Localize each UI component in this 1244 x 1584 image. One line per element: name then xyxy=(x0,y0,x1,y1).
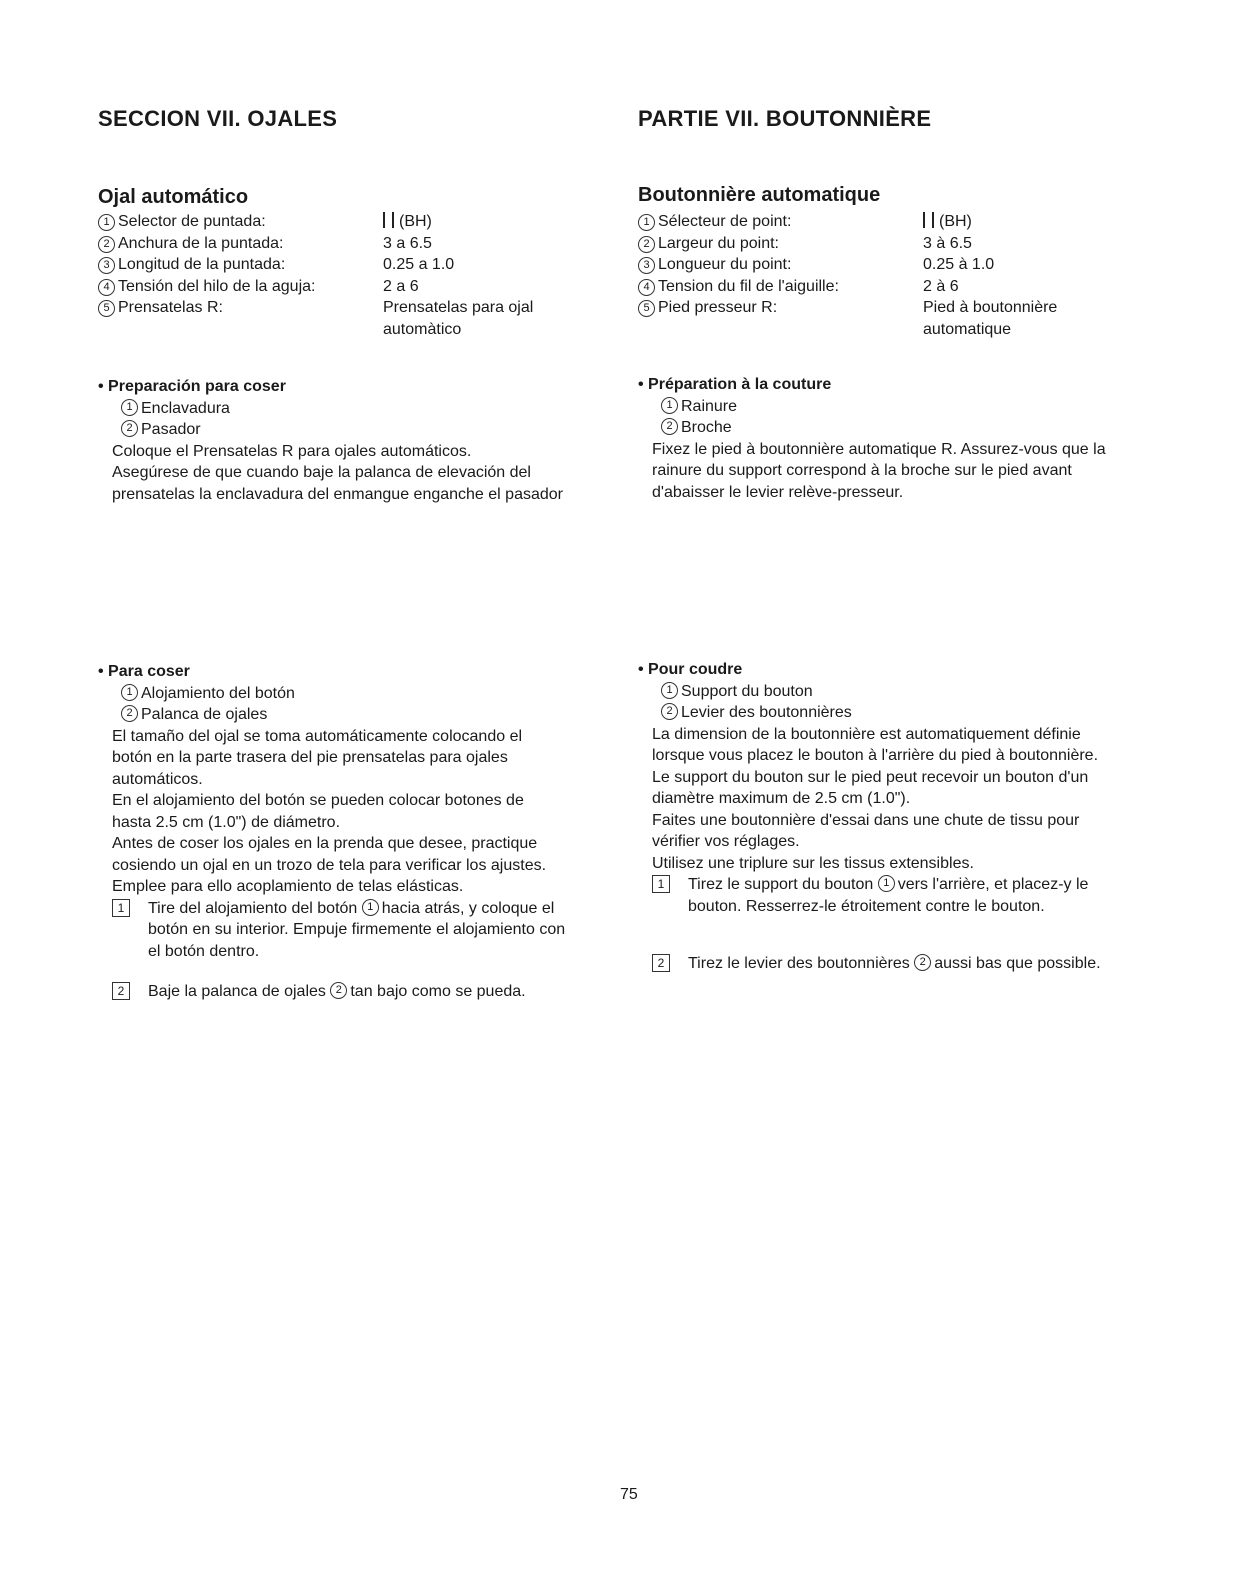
prep-section-fr: • Préparation à la couture 1 Rainure 2 Broche Fixez le pied à boutonnière automatique R. Assurez-vous que la rainure du support correspond à la broche sur le pied avant d'abaisser le levier relève-presseur. xyxy=(638,374,1198,503)
sew-item: Alojamiento del botón xyxy=(141,684,295,702)
circled-number-2: 2 xyxy=(661,418,678,435)
step-text: Baje la palanca de ojales xyxy=(148,983,326,1000)
text-line: Emplee para ello acoplamiento de telas elásticas. xyxy=(112,878,464,895)
section-title-fr: PARTIE VII. BOUTONNIÈRE xyxy=(638,106,932,131)
circled-number-1: 1 xyxy=(661,397,678,414)
setting-value: Pied à boutonnière xyxy=(923,299,1058,316)
text-line: cosiendo un ojal en un trozo de tela para verificar los ajustes. xyxy=(112,856,547,874)
setting-label: Prensatelas R: xyxy=(118,299,223,316)
circled-number-1: 1 xyxy=(638,214,655,231)
text-line: Antes de coser los ojales en la prenda que desee, practique xyxy=(112,835,538,852)
prep-item: Rainure xyxy=(681,397,738,415)
setting-row xyxy=(638,254,1057,276)
text-line: Faites une boutonnière d'essai dans une chute de tissu pour xyxy=(652,811,1080,829)
step-2-es xyxy=(112,981,628,1003)
page-number: 75 xyxy=(620,1486,638,1503)
setting-label: Anchura de la puntada: xyxy=(118,234,284,252)
text-line: hasta 2.5 cm (1.0") de diámetro. xyxy=(112,813,341,831)
circled-number-3: 3 xyxy=(638,257,655,274)
circled-number-1: 1 xyxy=(661,682,678,699)
sew-heading: Pour coudre xyxy=(648,661,743,678)
text-line: automáticos. xyxy=(112,770,203,788)
settings-list-fr xyxy=(638,211,1057,340)
setting-label: Longueur du point: xyxy=(658,256,792,273)
setting-value-cont: automàtico xyxy=(383,320,462,338)
circled-number-5: 5 xyxy=(98,300,115,317)
setting-label: Sélecteur de point: xyxy=(658,213,792,230)
setting-row xyxy=(638,276,1057,298)
text-line: En el alojamiento del botón se pueden colocar botones de xyxy=(112,792,524,809)
text-line: Fixez le pied à boutonnière automatique R. Assurez-vous que la xyxy=(652,440,1106,458)
setting-value: 0.25 a 1.0 xyxy=(383,256,455,273)
step-text: Tire del alojamiento del botón xyxy=(148,899,358,917)
setting-label: Largeur du point: xyxy=(658,234,779,252)
text-line: lorsque vous placez le bouton à l'arrière du pied à boutonnière. xyxy=(652,747,1099,764)
circled-number-1: 1 xyxy=(362,899,379,916)
setting-row xyxy=(638,233,1057,255)
setting-value: (BH) xyxy=(399,213,432,230)
setting-label: Tension du fil de l'aiguille: xyxy=(658,277,839,295)
setting-label: Selector de puntada: xyxy=(118,213,266,230)
setting-label: Pied presseur R: xyxy=(658,299,778,316)
step-text: botón en su interior. Empuje firmemente el alojamiento con xyxy=(148,921,566,938)
step-1-es xyxy=(112,898,628,963)
buttonhole-stitch-icon xyxy=(383,212,394,228)
subtitle-es: Ojal automático xyxy=(98,186,249,208)
buttonhole-stitch-icon xyxy=(923,212,934,228)
sew-item: Support du bouton xyxy=(681,682,813,700)
step-text: bouton. Resserrez-le étroitement contre le bouton. xyxy=(688,897,1045,915)
step-text: hacia atrás, y coloque el xyxy=(381,899,555,917)
text-line: botón en la parte trasera del pie prensatelas para ojales xyxy=(112,749,508,766)
step-text: Tirez le support du bouton xyxy=(688,876,874,893)
circled-number-2: 2 xyxy=(121,705,138,722)
prep-heading: Préparation à la couture xyxy=(648,376,832,393)
setting-row xyxy=(98,297,533,340)
setting-row xyxy=(638,211,1057,233)
step-1-fr xyxy=(652,874,1198,917)
setting-value: Prensatelas para ojal xyxy=(383,299,534,316)
circled-number-1: 1 xyxy=(98,214,115,231)
settings-list-es xyxy=(98,211,533,340)
circled-number-2: 2 xyxy=(330,982,347,999)
circled-number-3: 3 xyxy=(98,257,115,274)
circled-number-2: 2 xyxy=(638,236,655,253)
step-2-fr xyxy=(652,953,1198,975)
setting-row xyxy=(98,211,533,233)
circled-number-2: 2 xyxy=(98,236,115,253)
setting-value: 3 a 6.5 xyxy=(383,234,432,252)
prep-item: Pasador xyxy=(141,421,201,438)
step-text: aussi bas que possible. xyxy=(934,955,1101,972)
circled-number-1: 1 xyxy=(878,875,895,892)
prep-item: Broche xyxy=(681,419,732,436)
sew-item: Levier des boutonnières xyxy=(681,704,852,721)
step-number-box: 1 xyxy=(112,899,130,917)
setting-value: 0.25 à 1.0 xyxy=(923,256,995,273)
step-text: vers l'arrière, et placez-y le xyxy=(897,876,1089,893)
text-line: vérifier vos réglages. xyxy=(652,833,800,850)
circled-number-1: 1 xyxy=(121,684,138,701)
prep-heading: Preparación para coser xyxy=(108,378,286,395)
circled-number-2: 2 xyxy=(914,954,931,971)
step-text: el botón dentro. xyxy=(148,942,260,960)
step-text: tan bajo como se pueda. xyxy=(350,983,526,1000)
step-text: Tirez le levier des boutonnières xyxy=(688,955,910,972)
text-line: diamètre maximum de 2.5 cm (1.0"). xyxy=(652,790,911,807)
setting-value: 2 a 6 xyxy=(383,277,419,295)
text-line: La dimension de la boutonnière est automatiquement définie xyxy=(652,725,1081,743)
setting-label: Tensión del hilo de la aguja: xyxy=(118,277,316,295)
circled-number-2: 2 xyxy=(661,703,678,720)
setting-value-cont: automatique xyxy=(923,320,1012,338)
text-line: El tamaño del ojal se toma automáticamente colocando el xyxy=(112,727,523,745)
circled-number-4: 4 xyxy=(638,279,655,296)
setting-value: 3 à 6.5 xyxy=(923,234,972,252)
text-line: Coloque el Prensatelas R para ojales automáticos. xyxy=(112,442,472,460)
subtitle-fr: Boutonnière automatique xyxy=(638,184,881,206)
sew-heading: Para coser xyxy=(108,663,190,680)
text-line: Asegúrese de que cuando baje la palanca de elevación del xyxy=(112,464,531,481)
circled-number-5: 5 xyxy=(638,300,655,317)
step-number-box: 2 xyxy=(112,982,130,1000)
step-number-box: 2 xyxy=(652,954,670,972)
text-line: prensatelas la enclavadura del enmangue enganche el pasador xyxy=(112,485,563,503)
text-line: rainure du support correspond à la broche sur le pied avant xyxy=(652,462,1072,479)
sew-item: Palanca de ojales xyxy=(141,706,268,723)
prep-section-es: • Preparación para coser 1 Enclavadura 2 Pasador Coloque el Prensatelas R para ojales automáticos. Asegúrese de que cuando baje la palanca de elevación del prensatelas la enclavadura del enmangue enganche el pasador xyxy=(98,376,628,505)
circled-number-2: 2 xyxy=(121,420,138,437)
setting-value: (BH) xyxy=(939,213,972,230)
text-line: d'abaisser le levier relève-presseur. xyxy=(652,483,904,501)
circled-number-4: 4 xyxy=(98,279,115,296)
circled-number-1: 1 xyxy=(121,399,138,416)
setting-row xyxy=(98,233,533,255)
section-title-es: SECCION VII. OJALES xyxy=(98,106,338,131)
step-number-box: 1 xyxy=(652,875,670,893)
setting-label: Longitud de la puntada: xyxy=(118,256,286,273)
setting-row xyxy=(98,276,533,298)
setting-row xyxy=(98,254,533,276)
setting-value: 2 à 6 xyxy=(923,277,959,295)
sew-section-fr: • Pour coudre 1 Support du bouton 2 Levier des boutonnières La dimension de la boutonnière est automatiquement définie lorsque vous placez le bouton à l'arrière du pied à boutonnière. Le support du bouton sur le pied peut recevoir un bouton d'un diamètre maximum de 2.5 cm (1.0"). Faites une boutonnière d'essai dans une chute de tissu pour vérifier vos réglages. Utilisez une triplure sur les tissus extensibles. 1 Tirez le support du bouton 1 vers l'arrière, et placez-y le bouton. Resserrez-le étroitement contre le bouton. 2 Tirez le levier des boutonnières 2 aussi bas que possible. xyxy=(638,659,1198,975)
text-line: Utilisez une triplure sur les tissus extensibles. xyxy=(652,854,974,872)
text-line: Le support du bouton sur le pied peut recevoir un bouton d'un xyxy=(652,768,1089,786)
prep-item: Enclavadura xyxy=(141,399,230,417)
sew-section-es: • Para coser 1 Alojamiento del botón 2 Palanca de ojales El tamaño del ojal se toma automáticamente colocando el botón en la parte trasera del pie prensatelas para ojales automáticos. En el alojamiento del botón se pueden colocar botones de hasta 2.5 cm (1.0") de diámetro. Antes de coser los ojales en la prenda que desee, practique cosiendo un ojal en un trozo de tela para verificar los ajustes. Emplee para ello acoplamiento de telas elásticas. 1 Tire del alojamiento del botón 1 hacia atrás, y coloque el botón en su interior. Empuje firmemente el alojamiento con el botón dentro. 2 Baje la palanca de ojales 2 tan bajo como se pueda. xyxy=(98,661,628,1003)
setting-row xyxy=(638,297,1057,340)
